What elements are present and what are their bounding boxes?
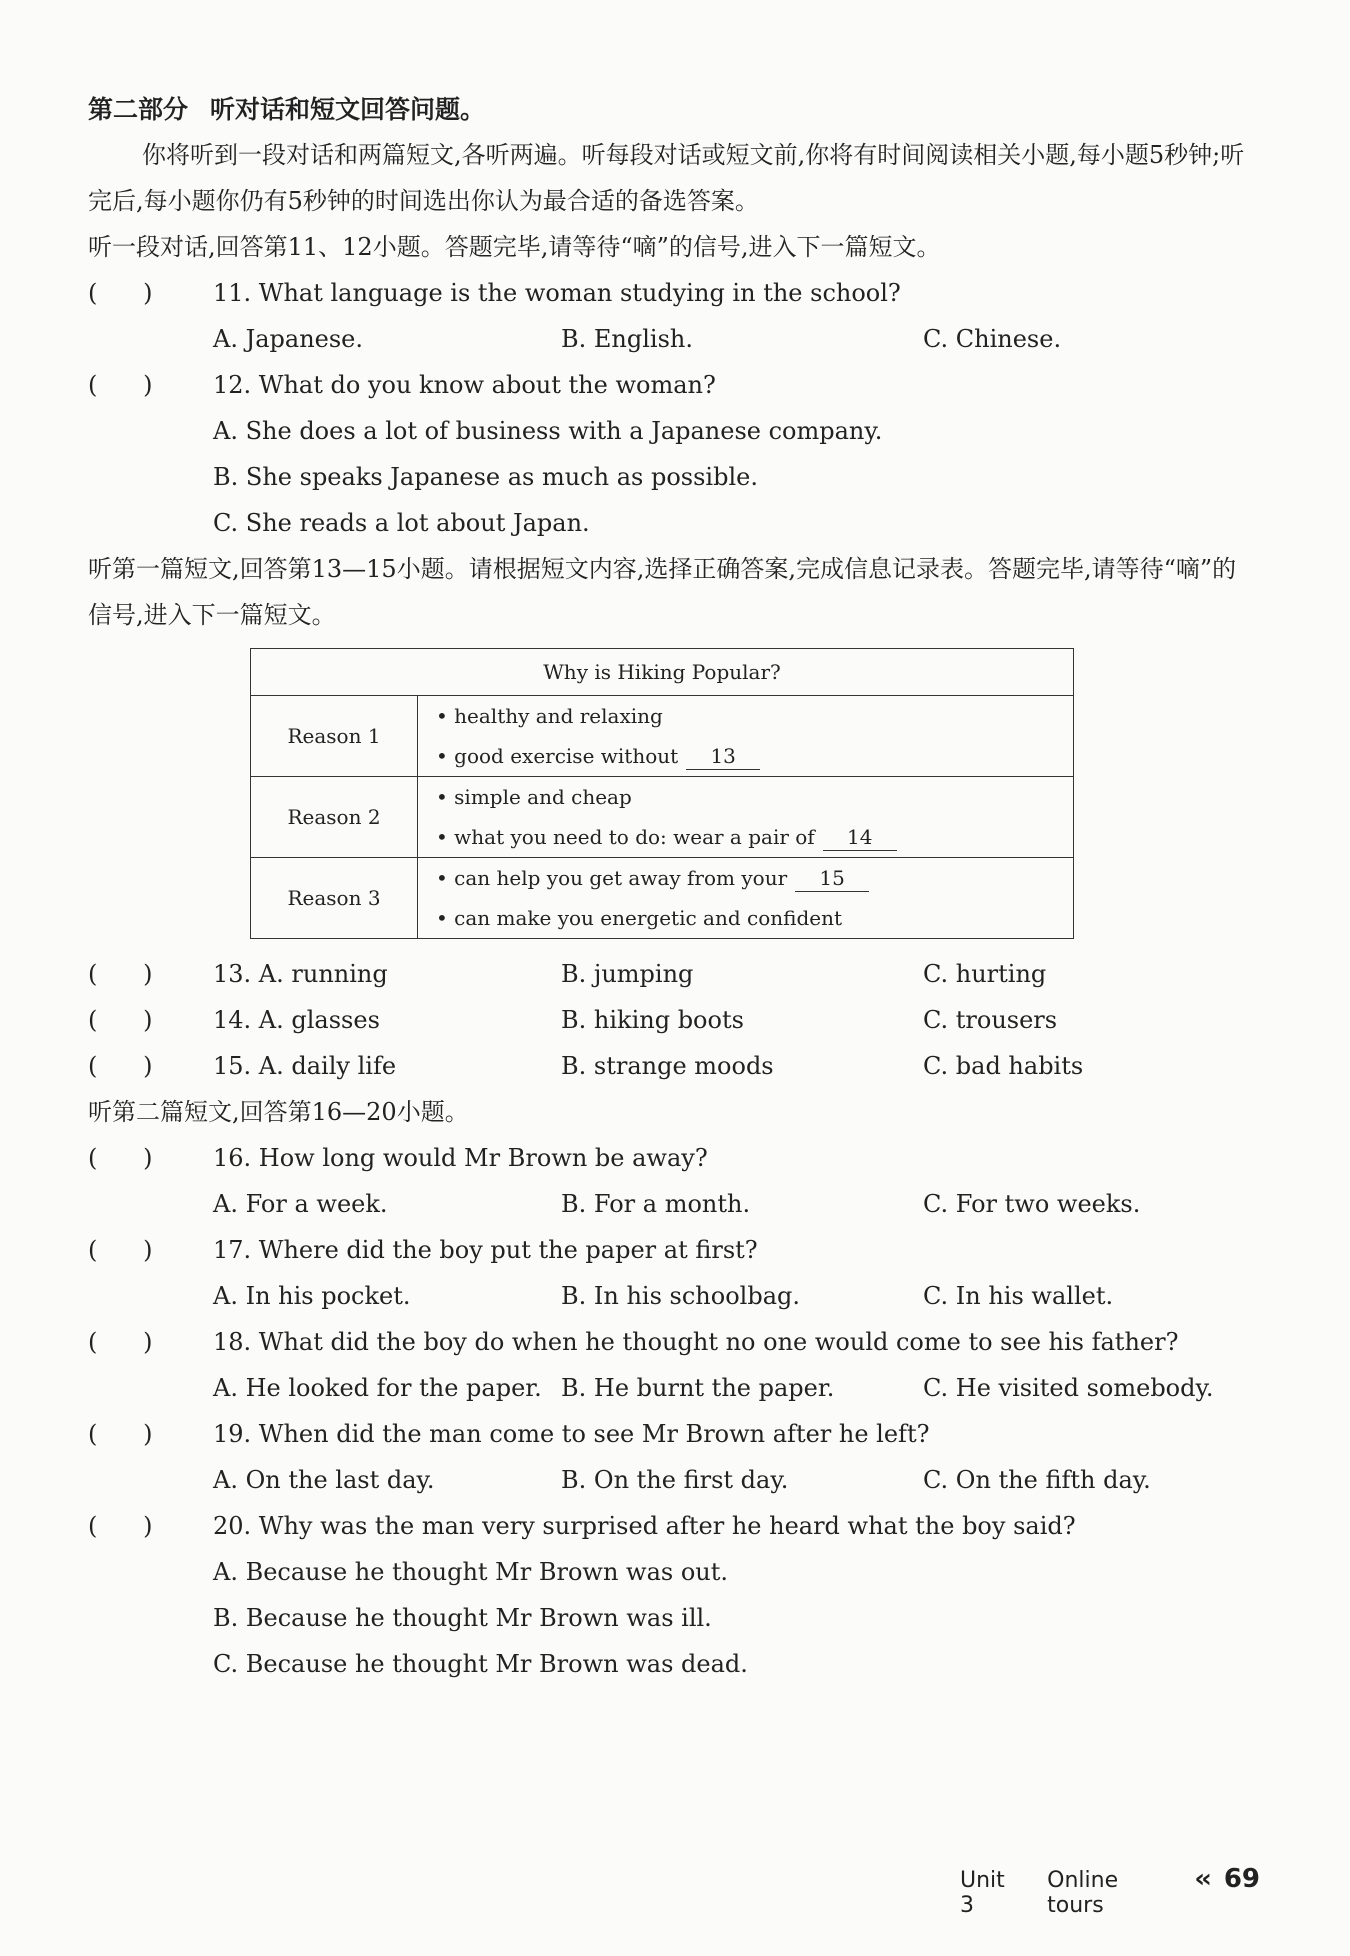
option-17-c: C. In his wallet.: [923, 1282, 1114, 1310]
option-19-b: B. On the first day.: [561, 1466, 789, 1494]
option-20-c: C. Because he thought Mr Brown was dead.: [213, 1650, 748, 1678]
question-19-options: [88, 1457, 1248, 1503]
option-16-c: C. For two weeks.: [923, 1190, 1141, 1218]
option-12-b: B. She speaks Japanese as much as possible.: [213, 463, 758, 491]
reason-label: Reason 2: [251, 777, 418, 858]
option-18-c: C. He visited somebody.: [923, 1374, 1214, 1402]
option-20-b: B. Because he thought Mr Brown was ill.: [213, 1604, 712, 1632]
option-14-c: C. trousers: [923, 1006, 1058, 1034]
table-row: [251, 777, 1074, 858]
option-11-a: A. Japanese.: [213, 325, 363, 353]
reason-detail-line: • simple and cheap: [436, 785, 632, 809]
question-14: [88, 997, 1248, 1043]
question-11-options: [88, 316, 1248, 362]
option-11-c: C. Chinese.: [923, 325, 1062, 353]
footer-unit-title: Online tours: [1047, 1868, 1119, 1918]
section-label: 第二部分: [88, 95, 189, 124]
option-12-c: C. She reads a lot about Japan.: [213, 509, 590, 537]
reason-detail-line: • can help you get away from your 15: [436, 858, 1055, 898]
option-14-b: B. hiking boots: [561, 1006, 744, 1034]
answer-blank-15[interactable]: ( ): [88, 1052, 153, 1080]
option-15-c: C. bad habits: [923, 1052, 1084, 1080]
table-row: [251, 696, 1074, 777]
option-17-a: A. In his pocket.: [213, 1282, 411, 1310]
option-16-a: A. For a week.: [213, 1190, 388, 1218]
reason-detail-line: • healthy and relaxing: [436, 704, 663, 728]
answer-blank-16[interactable]: ( ): [88, 1144, 153, 1172]
footer-unit: Unit 3: [960, 1868, 1005, 1918]
question-18-text: 18. What did the boy do when he thought no one would come to see his father?: [213, 1328, 1179, 1356]
answer-blank-11[interactable]: ( ): [88, 279, 153, 307]
question-13: [88, 951, 1248, 997]
option-16-b: B. For a month.: [561, 1190, 751, 1218]
reason-details: [418, 858, 1074, 939]
table-title: Why is Hiking Popular?: [251, 649, 1074, 696]
info-record-table: [250, 648, 1074, 939]
page-footer: [960, 1864, 1260, 1918]
section-heading: [88, 88, 1248, 132]
answer-blank-19[interactable]: ( ): [88, 1420, 153, 1448]
question-16: [88, 1135, 1248, 1181]
question-17-options: [88, 1273, 1248, 1319]
question-16-options: [88, 1181, 1248, 1227]
option-13-c: C. hurting: [923, 960, 1047, 988]
option-18-a: A. He looked for the paper.: [213, 1374, 542, 1402]
question-17: [88, 1227, 1248, 1273]
double-chevron-left-icon: ‹‹: [1194, 1864, 1208, 1894]
option-19-a: A. On the last day.: [213, 1466, 435, 1494]
question-16-text: 16. How long would Mr Brown be away?: [213, 1144, 708, 1172]
option-14-a: 14. A. glasses: [213, 1006, 380, 1034]
question-11: [88, 270, 1248, 316]
reason-label: Reason 3: [251, 858, 418, 939]
intro-paragraph: 你将听到一段对话和两篇短文,各听两遍。听每段对话或短文前,你将有时间阅读相关小题,每小题5秒钟;听完后,每小题你仍有5秒钟的时间选出你认为最合适的备选答案。: [88, 141, 1245, 215]
question-17-text: 17. Where did the boy put the paper at first?: [213, 1236, 758, 1264]
question-19: [88, 1411, 1248, 1457]
answer-blank-17[interactable]: ( ): [88, 1236, 153, 1264]
option-19-c: C. On the fifth day.: [923, 1466, 1151, 1494]
option-15-b: B. strange moods: [561, 1052, 774, 1080]
fill-blank-15[interactable]: 15: [795, 865, 869, 892]
reason-details: [418, 696, 1074, 777]
passage2-instruction: 听第二篇短文,回答第16—20小题。: [88, 1098, 469, 1126]
fill-blank-13[interactable]: 13: [686, 743, 760, 770]
question-11-text: 11. What language is the woman studying in the school?: [213, 279, 901, 307]
page-number: 69: [1223, 1864, 1260, 1894]
option-11-b: B. English.: [561, 325, 693, 353]
question-18-options: [88, 1365, 1248, 1411]
table-row: [251, 858, 1074, 939]
reason-details: [418, 777, 1074, 858]
reason-detail-line: • what you need to do: wear a pair of 14: [436, 817, 1055, 857]
option-13-a: 13. A. running: [213, 960, 388, 988]
reason-detail-line: • can make you energetic and confident: [436, 906, 843, 930]
page-content: [88, 88, 1248, 1687]
question-19-text: 19. When did the man come to see Mr Brown after he left?: [213, 1420, 930, 1448]
question-20: [88, 1503, 1248, 1549]
dialogue-instruction: 听一段对话,回答第11、12小题。答题完毕,请等待“嘀”的信号,进入下一篇短文。: [88, 233, 941, 261]
passage1-instruction: 听第一篇短文,回答第13—15小题。请根据短文内容,选择正确答案,完成信息记录表。答题完毕,请等待“嘀”的信号,进入下一篇短文。: [88, 555, 1237, 629]
answer-blank-13[interactable]: ( ): [88, 960, 153, 988]
answer-blank-12[interactable]: ( ): [88, 371, 153, 399]
question-12-text: 12. What do you know about the woman?: [213, 371, 716, 399]
option-20-a: A. Because he thought Mr Brown was out.: [213, 1558, 729, 1586]
answer-blank-14[interactable]: ( ): [88, 1006, 153, 1034]
option-12-a: A. She does a lot of business with a Japanese company.: [213, 417, 883, 445]
fill-blank-14[interactable]: 14: [823, 824, 897, 851]
option-17-b: B. In his schoolbag.: [561, 1282, 800, 1310]
question-12: [88, 362, 1248, 408]
answer-blank-18[interactable]: ( ): [88, 1328, 153, 1356]
option-13-b: B. jumping: [561, 960, 694, 988]
option-18-b: B. He burnt the paper.: [561, 1374, 835, 1402]
reason-label: Reason 1: [251, 696, 418, 777]
question-20-text: 20. Why was the man very surprised after he heard what the boy said?: [213, 1512, 1076, 1540]
section-title: 听对话和短文回答问题。: [210, 95, 486, 124]
question-15: [88, 1043, 1248, 1089]
info-record-table-wrap: [250, 648, 1074, 939]
reason-detail-line: • good exercise without 13: [436, 736, 1055, 776]
answer-blank-20[interactable]: ( ): [88, 1512, 153, 1540]
option-15-a: 15. A. daily life: [213, 1052, 397, 1080]
question-18: [88, 1319, 1248, 1365]
